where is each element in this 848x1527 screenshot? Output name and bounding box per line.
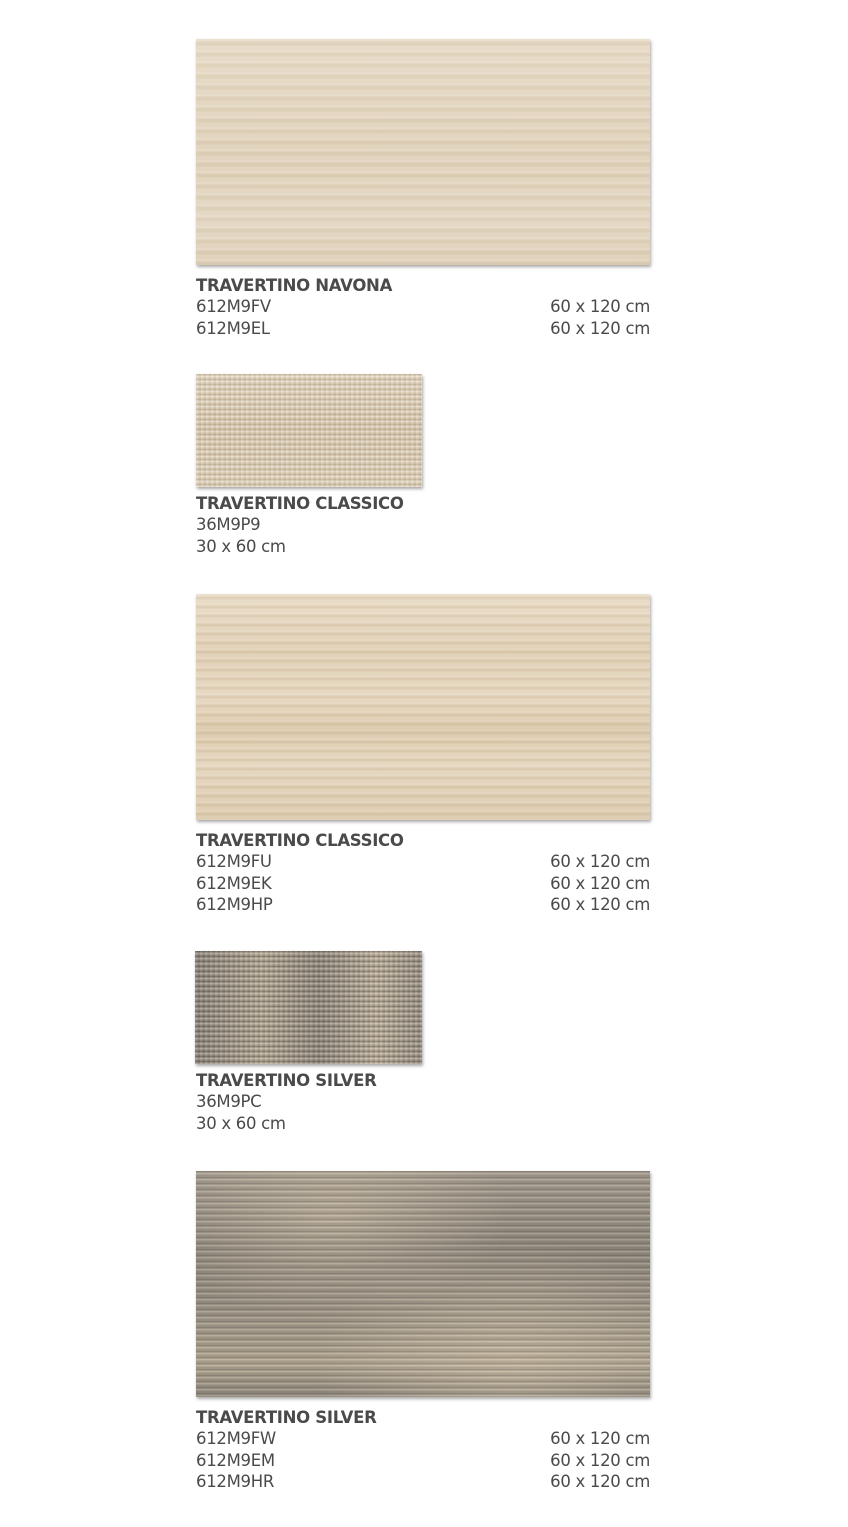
tile-swatch-image bbox=[196, 594, 650, 820]
product-size: 30 x 60 cm bbox=[196, 1113, 286, 1133]
variant-row bbox=[196, 1471, 650, 1493]
product-travertino-silver-small bbox=[195, 951, 422, 1134]
product-code: 612M9FV bbox=[196, 297, 271, 316]
product-code: 612M9EM bbox=[196, 1450, 275, 1470]
product-code: 612M9HR bbox=[196, 1472, 274, 1491]
variant-row bbox=[196, 1428, 650, 1450]
product-name: TRAVERTINO CLASSICO bbox=[196, 494, 404, 513]
product-travertino-navona bbox=[196, 39, 650, 339]
variant-row bbox=[196, 894, 650, 916]
product-code: 612M9HP bbox=[196, 895, 273, 914]
product-size: 60 x 120 cm bbox=[550, 873, 650, 893]
product-code: 612M9FW bbox=[196, 1429, 276, 1448]
tile-swatch-image bbox=[196, 39, 650, 265]
product-name: TRAVERTINO NAVONA bbox=[196, 276, 393, 295]
product-size: 30 x 60 cm bbox=[196, 536, 286, 556]
variant-row bbox=[196, 873, 650, 895]
product-size: 60 x 120 cm bbox=[550, 1429, 650, 1448]
product-travertino-classico-large bbox=[196, 594, 650, 916]
product-size: 60 x 120 cm bbox=[550, 1472, 650, 1491]
product-travertino-silver-large bbox=[196, 1171, 650, 1493]
product-code: 612M9EL bbox=[196, 318, 270, 338]
product-size: 60 x 120 cm bbox=[550, 318, 650, 338]
product-name: TRAVERTINO CLASSICO bbox=[196, 831, 404, 850]
variant-row bbox=[196, 1450, 650, 1472]
product-code: 612M9EK bbox=[196, 873, 272, 893]
tile-swatch-image bbox=[195, 951, 422, 1064]
product-travertino-classico-small bbox=[196, 374, 422, 557]
product-code: 36M9PC bbox=[196, 1092, 262, 1111]
product-size: 60 x 120 cm bbox=[550, 852, 650, 871]
product-size: 60 x 120 cm bbox=[550, 297, 650, 316]
variant-row bbox=[196, 296, 650, 318]
tile-swatch-image bbox=[196, 374, 422, 487]
tile-swatch-image bbox=[196, 1171, 650, 1397]
product-name: TRAVERTINO SILVER bbox=[196, 1408, 377, 1427]
product-code: 36M9P9 bbox=[196, 515, 261, 534]
product-size: 60 x 120 cm bbox=[550, 895, 650, 914]
variant-row bbox=[196, 318, 650, 340]
product-size: 60 x 120 cm bbox=[550, 1450, 650, 1470]
product-code: 612M9FU bbox=[196, 852, 272, 871]
product-name: TRAVERTINO SILVER bbox=[196, 1071, 377, 1090]
variant-row bbox=[196, 851, 650, 873]
